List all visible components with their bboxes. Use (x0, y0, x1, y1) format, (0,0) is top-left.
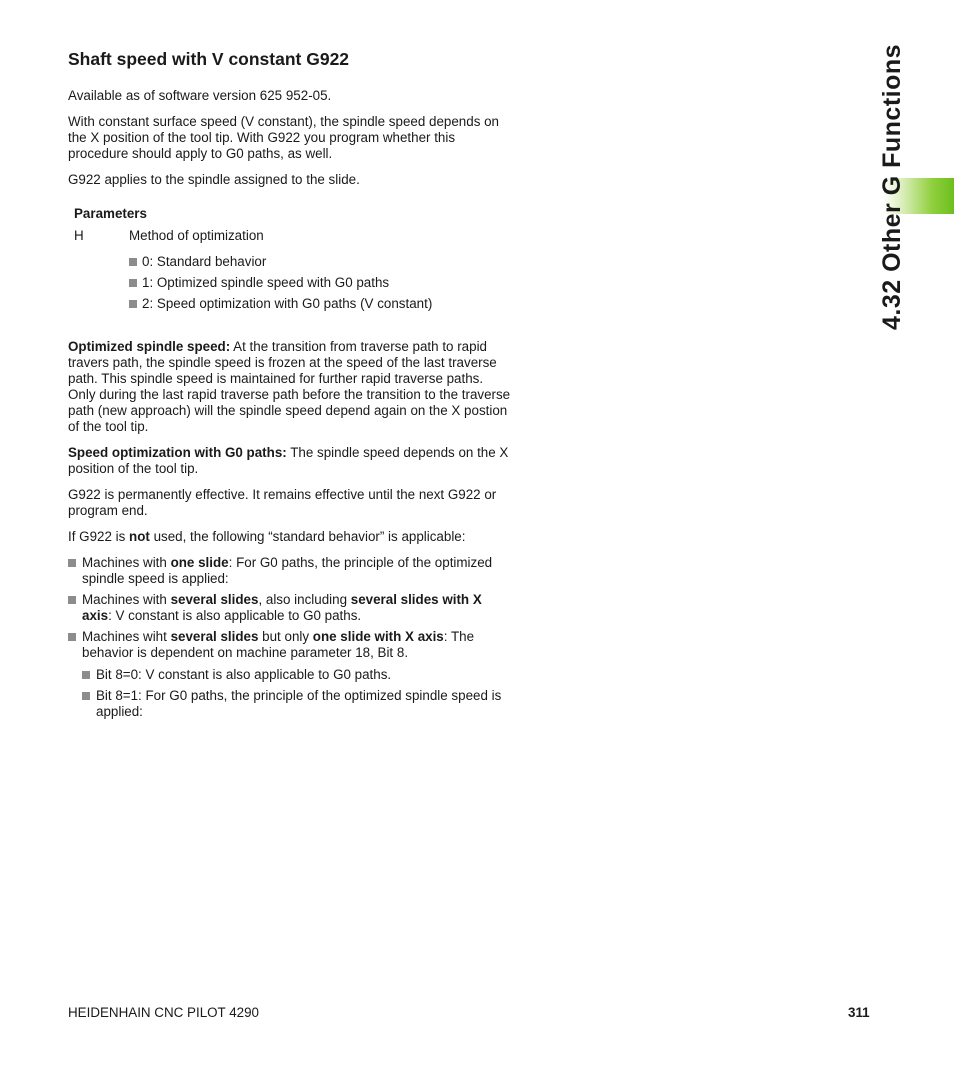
square-bullet-icon (68, 633, 76, 641)
square-bullet-icon (129, 258, 137, 266)
parameter-options (129, 254, 513, 312)
square-bullet-icon (68, 559, 76, 567)
para-constant: With constant surface speed (V constant), the spindle speed depends on the X position of the tool tip. With G922 you program whether this procedure should apply to G0 paths, as well. (68, 114, 499, 161)
section-title: Shaft speed with V constant G922 (68, 49, 350, 69)
parameter-key: H (74, 228, 84, 243)
square-bullet-icon (82, 692, 90, 700)
page-number: 311 (848, 1005, 870, 1020)
bit8-list (82, 667, 513, 720)
square-bullet-icon (68, 596, 76, 604)
square-bullet-icon (82, 671, 90, 679)
footer-product-name: HEIDENHAIN CNC PILOT 4290 (68, 1005, 259, 1020)
para-applies: G922 applies to the spindle assigned to the slide. (68, 172, 360, 187)
list-item: Machines wiht several slides but only one slide with X axis: The behavior is dependent on machine parameter 18, Bit 8. (68, 629, 513, 661)
para-speed-optimization: Speed optimization with G0 paths: The spindle speed depends on the X position of the tool tip. (68, 445, 509, 476)
list-item: 0: Standard behavior (129, 254, 513, 270)
para-if-not: If G922 is not used, the following “standard behavior” is applicable: (68, 529, 466, 544)
list-item: Machines with one slide: For G0 paths, the principle of the optimized spindle speed is applied: (68, 555, 513, 587)
page-content (68, 48, 513, 726)
list-item: 2: Speed optimization with G0 paths (V constant) (129, 296, 513, 312)
list-item: Bit 8=0: V constant is also applicable to G0 paths. (82, 667, 513, 683)
parameter-description: Method of optimization (129, 228, 264, 243)
chapter-side-title: 4.32 Other G Functions (878, 43, 906, 330)
list-item: Bit 8=1: For G0 paths, the principle of the optimized spindle speed is applied: (82, 688, 513, 720)
square-bullet-icon (129, 279, 137, 287)
square-bullet-icon (129, 300, 137, 308)
parameter-row-h (74, 228, 513, 244)
parameters-heading: Parameters (74, 206, 147, 221)
para-optimized: Optimized spindle speed: At the transition from traverse path to rapid travers path, the spindle speed is frozen at the speed of the last traverse path. This spindle speed is maintained for further rapid traverse paths. Only during the last rapid traverse path before the transition to the traverse path (new approach) will the spindle speed depend again on the X postion of the tool tip. (68, 339, 511, 434)
para-permanent: G922 is permanently effective. It remains effective until the next G922 or program end. (68, 487, 497, 518)
standard-behavior-list (68, 555, 513, 661)
list-item: 1: Optimized spindle speed with G0 paths (129, 275, 513, 291)
list-item: Machines with several slides, also including several slides with X axis: V constant is also applicable to G0 paths. (68, 592, 513, 624)
para-available: Available as of software version 625 952-05. (68, 88, 332, 103)
